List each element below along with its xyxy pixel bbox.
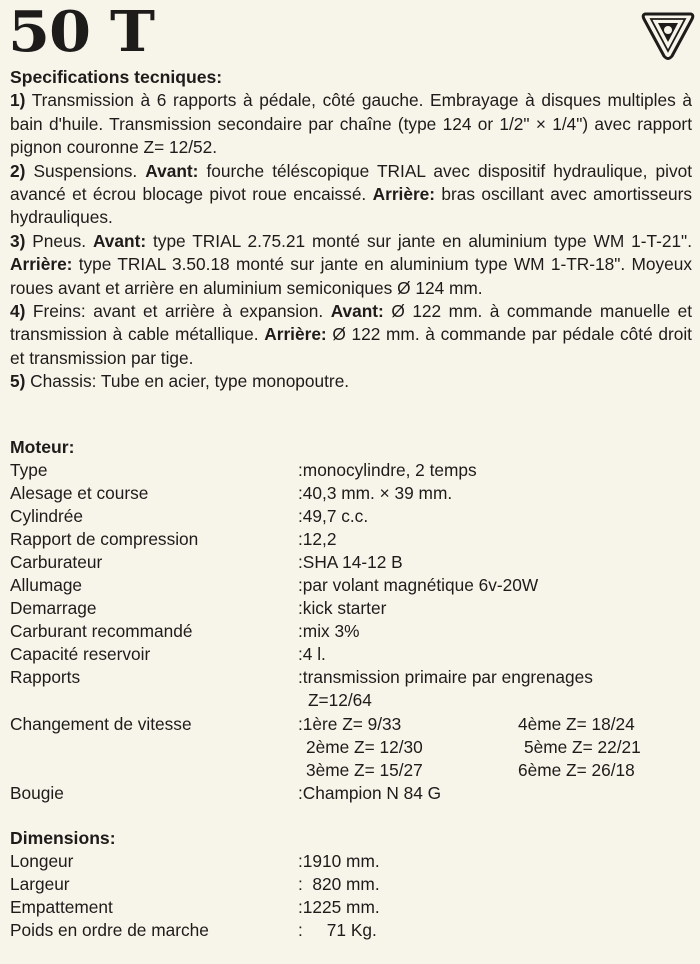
spec-row: Capacité reservoir :4 l. — [10, 644, 326, 664]
spec-row-bougie: Bougie :Champion N 84 G — [10, 783, 442, 803]
spec-row: Carburant recommandé :mix 3% — [10, 621, 360, 641]
moteur-heading: Moteur: — [10, 437, 75, 457]
spec-row-changement: Changement de vitesse :1ère Z= 9/33 4ème Z= 18/24 2ème Z= 12/30 5ème Z= 22/21 3ème Z= 15/27 6ème Z= 26/18 — [10, 713, 690, 782]
spec-row: Empattement :1225 mm. — [10, 897, 380, 917]
spec-row-rapports: Rapports :transmission primaire par engrenages Z=12/64 — [10, 667, 593, 710]
spec-row: Largeur : 820 mm. — [10, 874, 380, 894]
spec-row: Cylindrée :49,7 c.c. — [10, 506, 369, 526]
spec-row: Longeur :1910 mm. — [10, 851, 380, 871]
specifications-block — [10, 66, 692, 394]
spec-row: Rapport de compression :12,2 — [10, 529, 337, 549]
spec-row: Alesage et course :40,3 mm. × 39 mm. — [10, 483, 453, 503]
triangular-emblem-icon — [640, 6, 696, 62]
spec-row: Poids en ordre de marche : 71 Kg. — [10, 920, 377, 940]
moteur-section — [10, 436, 690, 805]
spec-row: Allumage :par volant magnétique 6v-20W — [10, 575, 539, 595]
spec-item: 1) Transmission à 6 rapports à pédale, côté gauche. Embrayage à disques multiples à bain d'huile. Transmission secondaire par chaîne (type 124 or 1/2" × 1/4") avec rapport pignon couronne Z= 12/52. — [10, 90, 692, 158]
spec-item: 3) Pneus. Avant: type TRIAL 2.75.21 monté sur jante en aluminium type WM 1-T-21". Arrière: type TRIAL 3.50.18 monté sur jante en aluminium type WM 1-TR-18". Moyeux roues avant et arrière en aluminium semiconiques Ø 124 mm. — [10, 230, 692, 298]
spec-item: 2) Suspensions. Avant: fourche téléscopique TRIAL avec dispositif hydraulique, pivot avancé et écrou blocage pivot roue encaissé. Arrière: bras oscillant avec amortisseurs hydrauliques. — [10, 160, 693, 228]
spec-item: 4) Freins: avant et arrière à expansion. Avant: Ø 122 mm. à commande manuelle et transmission à cable métallique. Arrière: Ø 122 mm. à commande par pédale côté droit et transmission par tige. — [10, 301, 692, 368]
spec-row: Demarrage :kick starter — [10, 598, 387, 618]
spec-row: Carburateur :SHA 14-12 B — [10, 552, 403, 572]
spec-row: Type :monocylindre, 2 temps — [10, 460, 477, 480]
specifications-heading: Specifications tecniques: — [10, 67, 223, 87]
gear-ratios: :1ère Z= 9/33 4ème Z= 18/24 2ème Z= 12/30 5ème Z= 22/21 3ème Z= 15/27 6ème Z= 26/18 — [298, 714, 641, 780]
spec-item: 5) Chassis: Tube en acier, type monopoutre. — [10, 371, 350, 392]
dimensions-heading: Dimensions: — [10, 828, 116, 848]
dimensions-section — [10, 827, 690, 942]
page-title: 50 T — [8, 0, 154, 65]
